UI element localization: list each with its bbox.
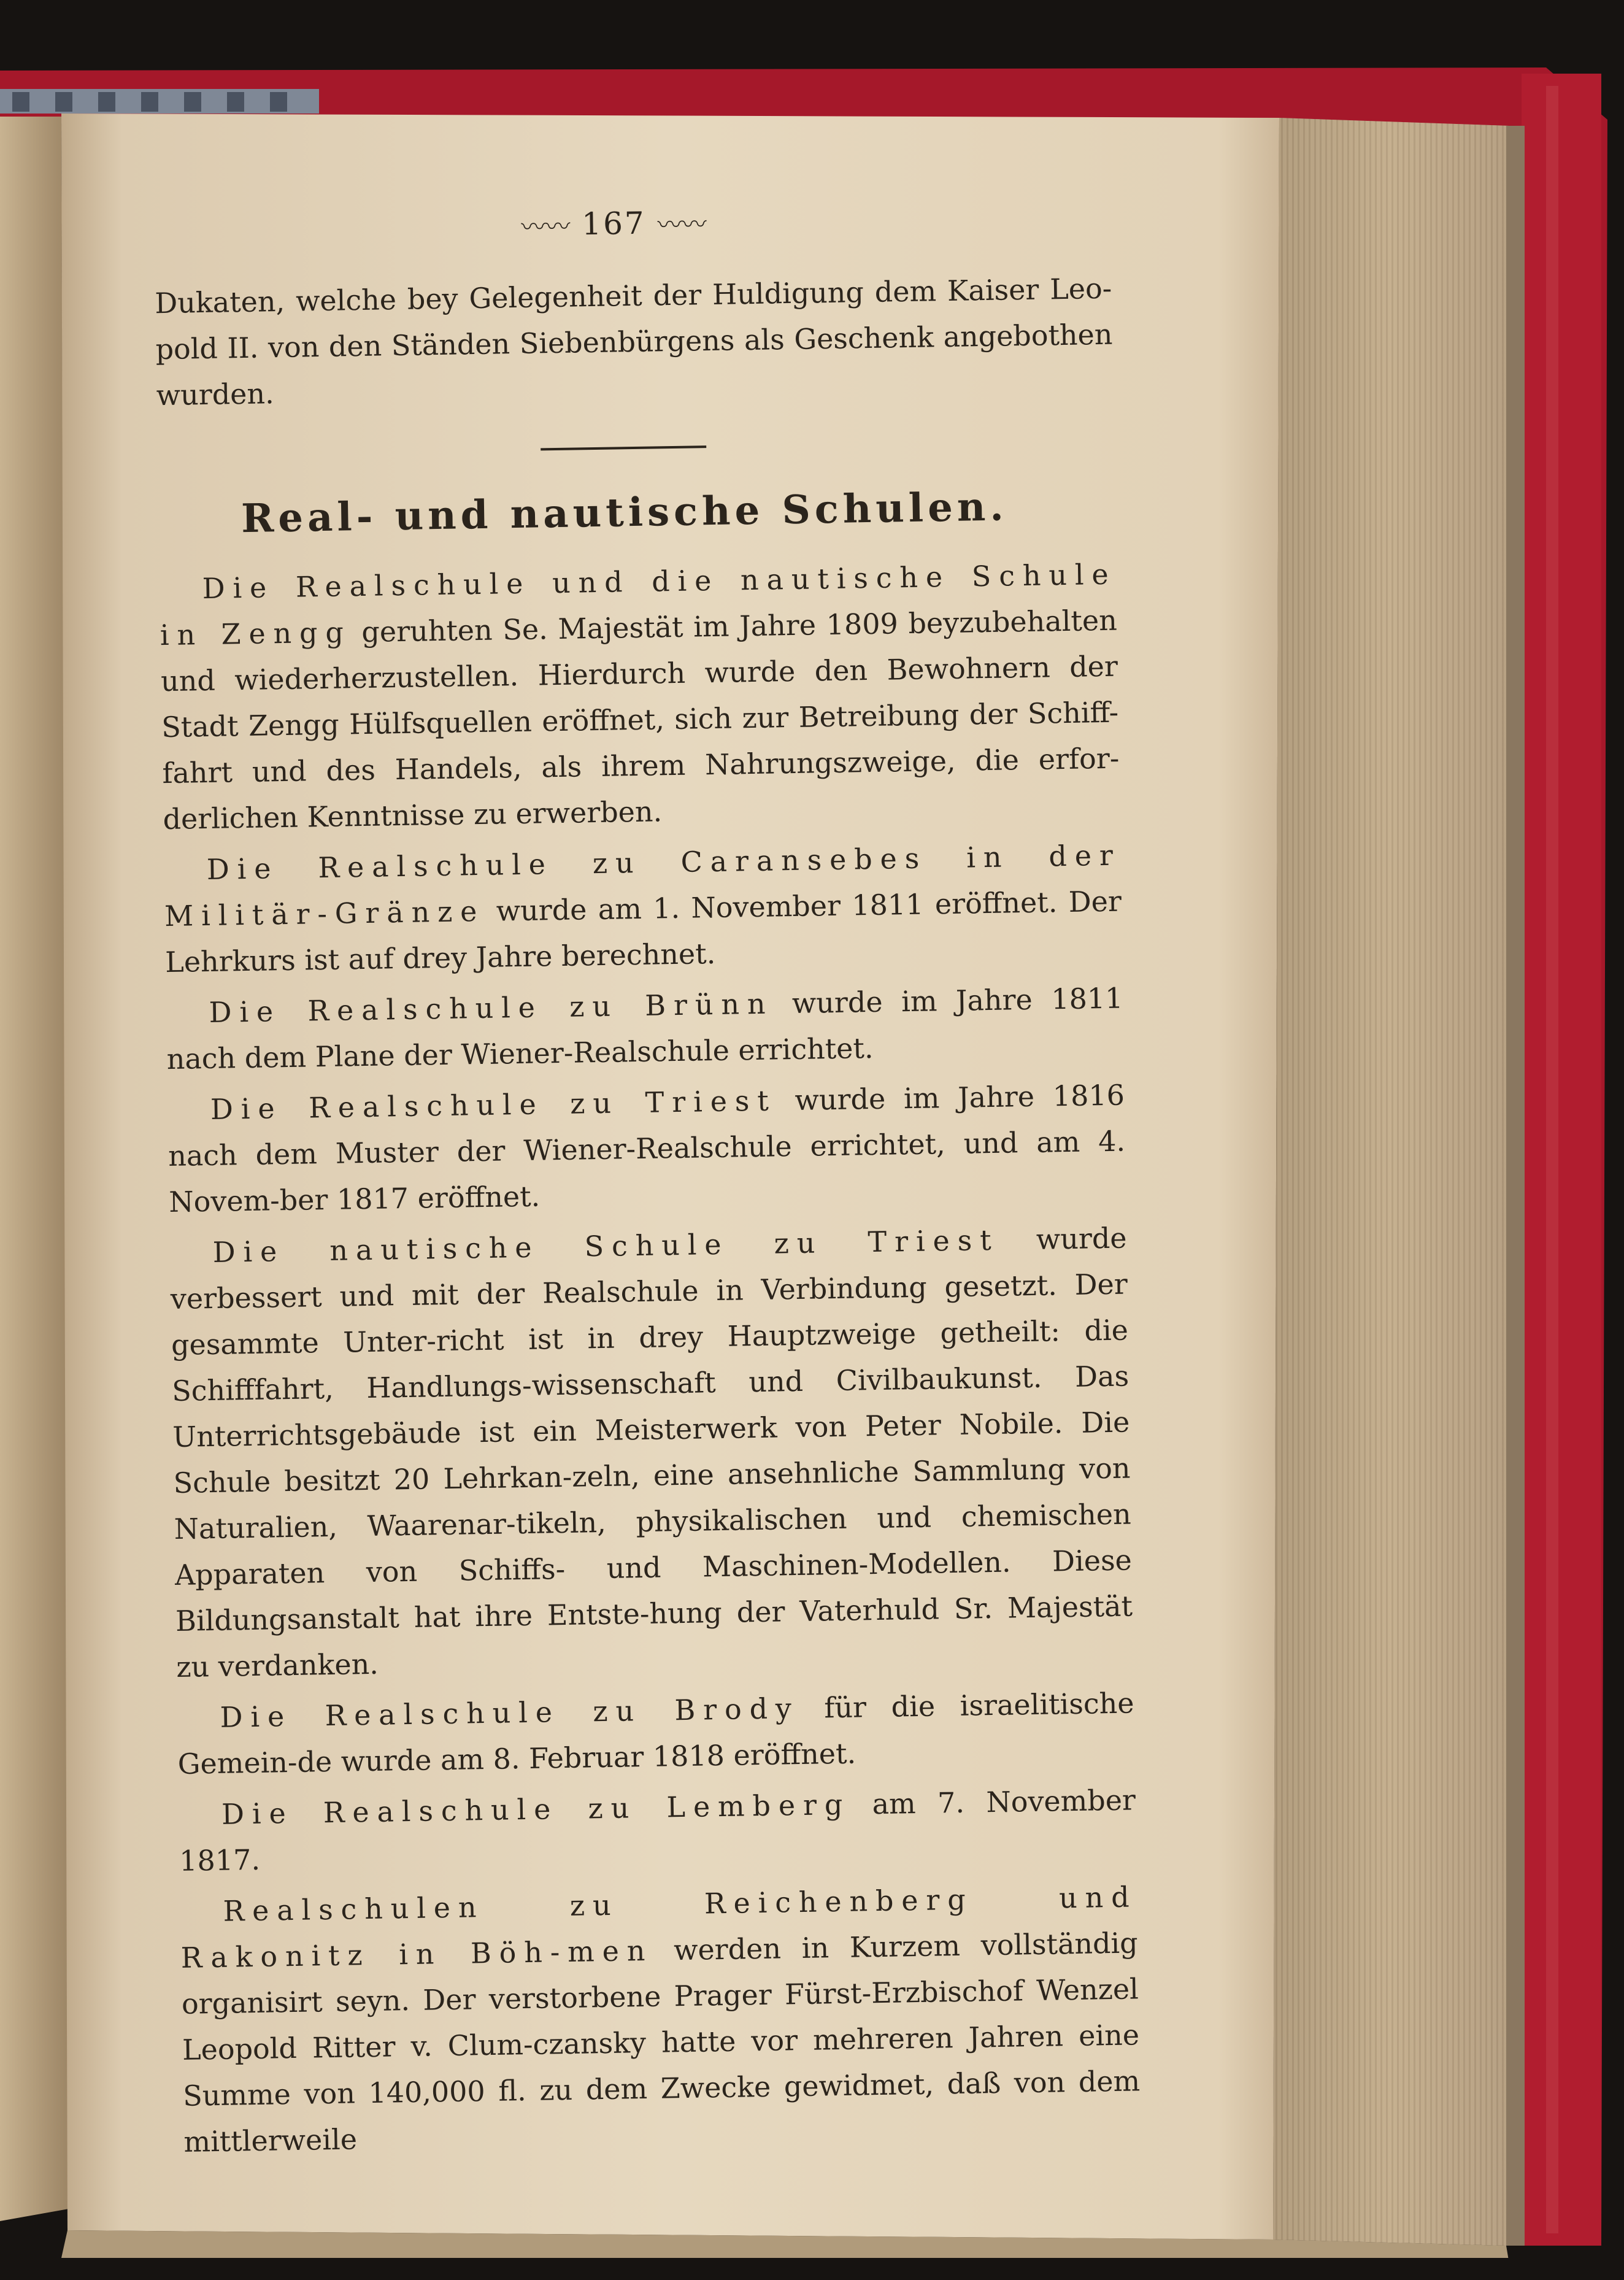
paragraph-body: wurde am 1. November 1811 eröffnet. Der Lehrkurs ist auf drey Jahre berechnet. [164, 884, 1122, 979]
paragraph-body: wurde verbessert und mit der Realschule in Verbindung gesetzt. Der gesammte Unter-richt ist in drey Hauptzweige getheilt: die Schifffahrt, Handlungs-wissenschaft und Civilbaukunst. Das Unterrichtsgebäude ist ein Meisterwerk von Peter Nobile. Die Schule besitzt 20 Lehrkan-zeln, eine ansehnliche Sammlung von Naturalien, Waarenar-tikeln, physikalischen und chemischen Apparaten von Schiffs- und Maschinen-Modellen. Diese Bildungsanstalt hat ihre Entste-hung der Vaterhuld Sr. Majestät zu verdanken. [170, 1221, 1133, 1684]
paragraph-lemberg [179, 1777, 1137, 1884]
paragraph-lead: Realschulen zu Reichenberg und Rakonitz in Böh-men [180, 1880, 1137, 1974]
paragraph-body: für die israelitische Gemein-de wurde am 8. Februar 1818 eröffnet. [177, 1686, 1134, 1781]
paragraph-reichenberg-rakonitz [180, 1874, 1141, 2165]
folio-ornament-left: 〰〰 [521, 212, 571, 242]
book-page [153, 198, 1141, 2159]
paragraph-body: geruhten Se. Majestät im Jahre 1809 beyzubehalten und wiederherzustellen. Hierdurch wurde den Bewohnern der Stadt Zengg Hülfsquellen eröffnet, sich zur Betreibung der Schiff-fahrt und des Handels, als ihrem Nahrungszweige, die erfor-derlichen Kenntnisse zu erwerben. [160, 603, 1120, 836]
continuation-paragraph: Dukaten, welche bey Gelegenheit der Huldigung dem Kaiser Leo-pold II. von den Ständen Siebenbürgens als Geschenk angebothen wurden. [154, 271, 1113, 412]
section-heading: Real- und nautische Schulen. [241, 483, 1009, 542]
paragraph-body: werden in Kurzem vollständig organisirt seyn. Der verstorbene Prager Fürst-Erzbischof Wenzel Leopold Ritter v. Clum-czansky hatte vor mehreren Jahren eine Summe von 140,000 fl. zu dem Zwecke gewidmet, daß von dem mittlerweile [181, 1926, 1141, 2159]
paragraph-lead: Die Realschule zu Triest [210, 1084, 777, 1126]
paragraph-lead: Die Realschule zu Caransebes in der Militär-Gränze [164, 838, 1122, 933]
paragraph-body: wurde im Jahre 1811 nach dem Plane der Wiener-Realschule errichtet. [166, 981, 1123, 1076]
paragraph-body: am 7. November 1817. [179, 1783, 1136, 1878]
paragraph-lead: Die nautische Schule zu Triest [212, 1223, 999, 1269]
folio-ornament-right: 〰〰 [657, 210, 707, 240]
paragraph-caransebes [163, 833, 1122, 985]
paragraph-lead: Die Realschule und die nautische Schule in Zengg [160, 557, 1117, 652]
paragraph-lead: Die Realschule zu Brünn [209, 987, 774, 1029]
paragraph-brody [177, 1680, 1135, 1787]
paragraph-triest-nautisch [169, 1215, 1134, 1690]
paragraph-bruenn [166, 976, 1124, 1082]
page-number-value: 167 [581, 205, 647, 242]
paragraph-lead: Die Realschule zu Lemberg [221, 1787, 851, 1831]
paragraph-zengg [159, 552, 1120, 842]
paragraph-triest-real [167, 1073, 1126, 1225]
paragraph-body: wurde im Jahre 1816 nach dem Muster der Wiener-Realschule errichtet, und am 4. Novem-ber 1817 eröffnet. [167, 1078, 1126, 1219]
section-divider [541, 445, 706, 450]
paragraph-lead: Die Realschule zu Brody [220, 1692, 800, 1734]
